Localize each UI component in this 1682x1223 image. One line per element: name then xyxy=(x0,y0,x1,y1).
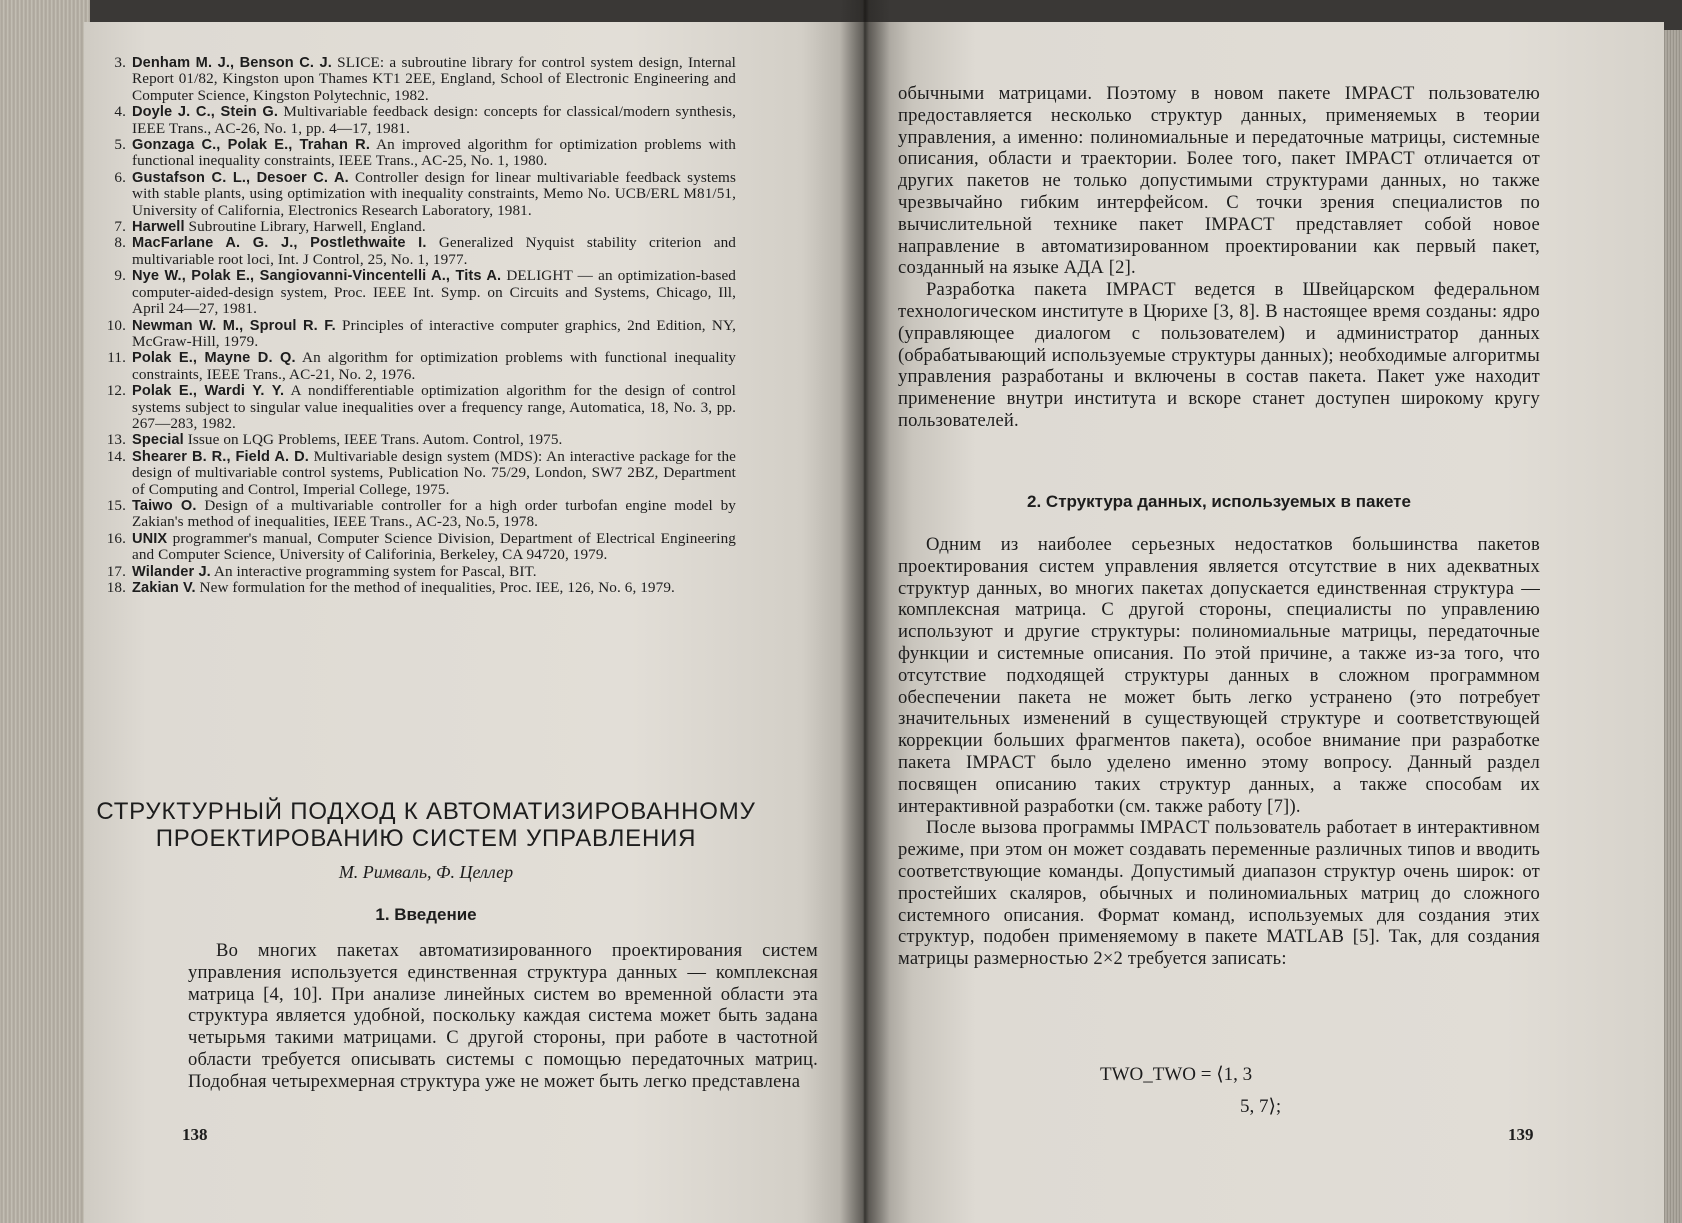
reference-body: Issue on LQG Problems, IEEE Trans. Autom. Control, 1975. xyxy=(187,431,563,449)
reference-text xyxy=(132,268,736,317)
article-title xyxy=(96,798,756,852)
reference-authors: Gustafson C. L., Desoer C. A. xyxy=(132,169,349,186)
reference-item xyxy=(96,564,736,580)
reference-authors: Denham M. J., Benson C. J. xyxy=(132,55,332,71)
reference-number: 11. xyxy=(107,349,126,367)
reference-authors: Polak E., Wardi Y. Y. xyxy=(132,383,285,400)
reference-authors: MacFarlane A. G. J., Postlethwaite I. xyxy=(132,235,427,252)
reference-item xyxy=(96,137,736,170)
reference-body: Subroutine Library, Harwell, England. xyxy=(188,218,426,236)
reference-body: Multivariable feedback design: concepts for classical/modern synthesis, IEEE Trans., AC-26, No. 1, pp. 4—17, 1981. xyxy=(132,103,737,137)
reference-text xyxy=(132,449,736,498)
reference-item xyxy=(96,531,736,564)
reference-authors: UNIX xyxy=(132,530,168,547)
reference-body: programmer's manual, Computer Science Division, Department of Electrical Engineering and Computer Science, University of Califorinia, Berkeley, CA 94720, 1979. xyxy=(132,529,736,564)
reference-text xyxy=(132,498,736,531)
reference-item xyxy=(96,498,736,531)
reference-authors: Wilander J. xyxy=(132,563,211,580)
reference-text xyxy=(132,564,736,580)
reference-authors: Harwell xyxy=(132,219,185,236)
right-top-text xyxy=(898,83,1540,432)
reference-item xyxy=(96,383,736,432)
paragraph-1: обычными матрицами. Поэтому в новом пакете IMPACT пользователю предоставляется несколько структур данных, применяемых в теории управления, а именно: полиномиальные и передаточные матрицы, системные описания, области и траектории. Более того, пакет IMPACT отличается от других пакетов не только допустимыми структурами данных, но также чрезвычайно гибким интерфейсом. С точки зрения специалистов по вычислительной технике пакет IMPACT представляет собой новое направление в автоматизированном проектировании как первый пакет, созданный на языке АДА [2]. xyxy=(898,83,1540,279)
reference-body: Multivariable design system (MDS): An interactive package for the design of multivariable control systems, Publication No. 75/29, London, SW7 2BZ, Department of Computing and Control, Imperial College, 1975. xyxy=(132,447,737,498)
reference-list xyxy=(96,55,736,596)
reference-authors: Doyle J. C., Stein G. xyxy=(132,104,278,121)
formula-line-2: 5, 7⟩; xyxy=(1240,1096,1282,1117)
article-title-line1: СТРУКТУРНЫЙ ПОДХОД К АВТОМАТИЗИРОВАННОМУ xyxy=(96,798,756,825)
reference-text xyxy=(132,318,736,351)
reference-item xyxy=(96,432,736,448)
reference-authors: Nye W., Polak E., Sangiovanni-Vincentelli A., Tits A. xyxy=(132,268,502,285)
reference-number: 14. xyxy=(106,447,126,465)
reference-number: 15. xyxy=(106,496,126,514)
reference-text xyxy=(132,383,736,432)
reference-number: 18. xyxy=(106,579,126,596)
reference-body: An interactive programming system for Pascal, BIT. xyxy=(213,562,537,580)
reference-item xyxy=(96,170,736,219)
reference-item xyxy=(96,449,736,498)
reference-body: An algorithm for optimization problems with functional inequality constraints, IEEE Trans., AC-21, No. 2, 1976. xyxy=(132,349,736,383)
reference-text xyxy=(132,137,736,170)
page-edges-right xyxy=(1664,30,1682,1223)
reference-authors: Gonzaga C., Polak E., Trahan R. xyxy=(132,137,370,154)
reference-number: 3. xyxy=(114,54,126,71)
reference-body: Design of a multivariable controller for a high order turbofan engine model by Zakian's method of inequalities, IEEE Trans., AC-23, No.5, 1978. xyxy=(132,496,736,531)
reference-authors: Special xyxy=(132,432,184,449)
intro-paragraph: Во многих пакетах автоматизированного проектирования систем управления используется единственная структура данных — комплексная матрица [4, 10]. При анализе линейных систем во временной области эта структура является удобной, поскольку каждая система может быть задана четырьмя такими матрицами. С другой стороны, при работе в частотной области требуется описывать системы с помощью передаточных матриц. Подобная четырехмерная структура уже не может быть легко представлена xyxy=(188,940,818,1092)
page-edges-left xyxy=(0,0,90,1223)
reference-body: A nondifferentiable optimization algorithm for the design of control systems subject to singular value inequalities over a frequency range, Automatica, 18, No. 3, pp. 267—283, 1982. xyxy=(132,382,736,432)
reference-number: 4. xyxy=(114,103,126,121)
reference-authors: Taiwo O. xyxy=(132,497,197,514)
reference-authors: Polak E., Mayne D. Q. xyxy=(132,350,296,367)
reference-authors: Shearer B. R., Field A. D. xyxy=(132,448,309,465)
reference-text xyxy=(132,104,736,137)
reference-text xyxy=(132,170,736,219)
reference-body: SLICE: a subroutine library for control system design, Internal Report 01/82, Kingston upon Thames KT1 2EE, England, School of Electronic Engineering and Computer Science, Kingston Polytechnic, 1982. xyxy=(132,54,736,104)
reference-item xyxy=(96,55,736,104)
reference-number: 10. xyxy=(106,316,126,334)
reference-number: 7. xyxy=(114,218,126,236)
reference-item xyxy=(96,268,736,317)
article-authors: М. Римваль, Ф. Целлер xyxy=(338,862,514,882)
reference-number: 17. xyxy=(106,562,126,580)
reference-item xyxy=(96,235,736,268)
reference-number: 8. xyxy=(114,234,126,252)
reference-authors: Zakian V. xyxy=(132,580,196,596)
reference-body: DELIGHT — an optimization-based computer-aided-design system, Proc. IEEE Int. Symp. on Circuits and Systems, Chicago, Ill, April 24—27, 1981. xyxy=(132,267,736,318)
right-bottom-text xyxy=(898,534,1540,970)
reference-number: 12. xyxy=(106,382,126,400)
reference-number: 16. xyxy=(106,529,126,547)
page-number-right: 139 xyxy=(1508,1125,1534,1144)
formula-line-1: TWO_TWO = ⟨1, 3 xyxy=(1100,1064,1253,1085)
section-title-intro: 1. Введение xyxy=(375,905,477,924)
article-title-line2: ПРОЕКТИРОВАНИЮ СИСТЕМ УПРАВЛЕНИЯ xyxy=(155,825,697,852)
reference-text xyxy=(132,235,736,268)
reference-text xyxy=(132,432,736,448)
reference-number: 5. xyxy=(114,136,126,154)
paragraph-2: Разработка пакета IMPACT ведется в Швейцарском федеральном технологическом институте в Цюрихе [3, 8]. В настоящее время созданы: ядро (управляющее диалогом с пользователем) и администратор данных (обрабатывающий используемые структуры данных); необходимые алгоритмы управления разработаны и включены в состав пакета. Пакет уже находит применение внутри института и вскоре станет доступен широкому кругу пользователей. xyxy=(898,279,1540,431)
reference-number: 9. xyxy=(114,267,126,285)
section-title-data-structures: 2. Структура данных, используемых в пакете xyxy=(1027,492,1411,511)
reference-item xyxy=(96,580,736,596)
reference-body: Generalized Nyquist stability criterion and multivariable root loci, Int. J Control, 25, No. 1, 1977. xyxy=(132,234,736,268)
reference-item xyxy=(96,219,736,235)
reference-text xyxy=(132,219,736,235)
reference-authors: Newman W. M., Sproul R. F. xyxy=(132,317,336,334)
paragraph-3: Одним из наиболее серьезных недостатков большинства пакетов проектирования систем управления является отсутствие в них адекватных структур данных, во многих пакетах допускается единственная структура — комплексная матрица. С другой стороны, специалисты по управлению используют и другие структуры: полиномиальные матрицы, передаточные функции и системные описания. По этой причине, а также из-за того, что отсутствие подходящей структуры данных в сложном программном обеспечении пакета не может быть легко устранено (это потребует значительных изменений в существующей структуре и соответствующей коррекции больших фрагментов пакета), особое внимание при разработке пакета IMPACT было уделено именно этому вопросу. Данный раздел посвящен описанию таких структур данных, а также способам их интерактивной разработки (см. также работу [7]). xyxy=(898,534,1540,817)
reference-body: New formulation for the method of inequalities, Proc. IEE, 126, No. 6, 1979. xyxy=(199,579,675,596)
reference-text xyxy=(132,580,736,596)
reference-text xyxy=(132,350,736,383)
reference-number: 13. xyxy=(106,431,126,449)
page-number-left: 138 xyxy=(182,1125,208,1144)
paragraph-4: После вызова программы IMPACT пользователь работает в интерактивном режиме, при этом он может создавать переменные различных типов и вводить соответствующие команды. Допустимый диапазон структур очень широк: от простейших скаляров, обычных и полиномиальных матриц до сложного системного описания. Формат команд, используемых для создания этих структур, подобен применяемому в пакете MATLAB [5]. Так, для создания матрицы размерностью 2×2 требуется записать: xyxy=(898,817,1540,970)
reference-body: Principles of interactive computer graphics, 2nd Edition, NY, McGraw-Hill, 1979. xyxy=(132,316,736,350)
reference-body: Controller design for linear multivariable feedback systems with stable plants, using optimization with inequality constraints, Memo No. UCB/ERL M81/51, University of California, Electronics Research Laboratory, 1981. xyxy=(132,168,736,219)
reference-text xyxy=(132,531,736,564)
intro-text xyxy=(188,940,818,1093)
reference-text xyxy=(132,55,736,104)
reference-body: An improved algorithm for optimization problems with functional inequality constraints, IEEE Trans., AC-25, No. 1, 1980. xyxy=(132,136,737,170)
reference-item xyxy=(96,318,736,351)
reference-number: 6. xyxy=(114,168,126,186)
reference-item xyxy=(96,104,736,137)
reference-item xyxy=(96,350,736,383)
